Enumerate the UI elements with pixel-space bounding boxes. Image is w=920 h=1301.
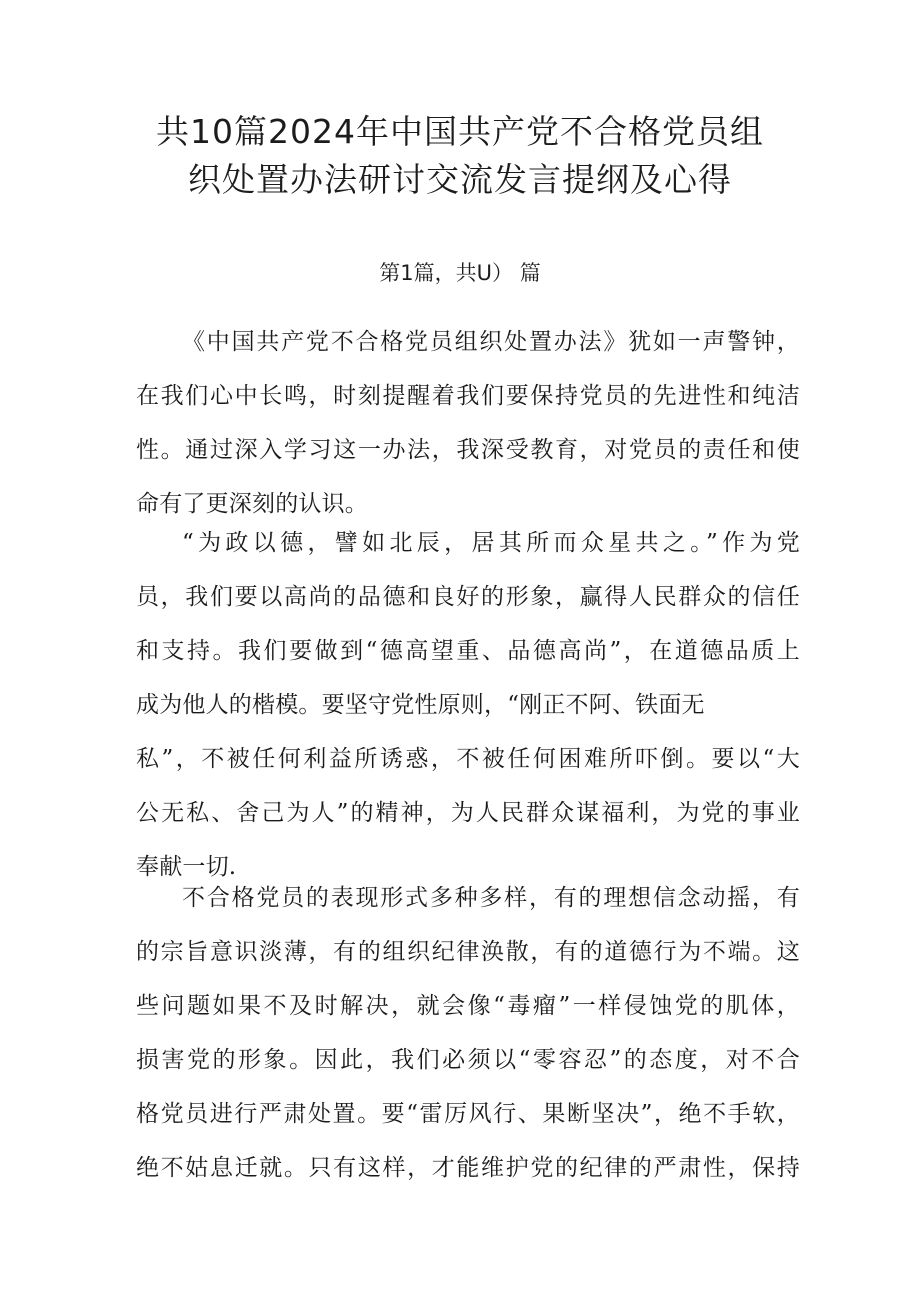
- paragraph-line: 些问题如果不及时解决，就会像“毒瘤”一样侵蚀党的肌体，: [136, 993, 800, 1019]
- paragraph-line: 的宗旨意识淡薄，有的组织纪律涣散，有的道德行为不端。这: [136, 939, 800, 965]
- paragraph-line: 员，我们要以高尚的品德和良好的形象，赢得人民群众的信任: [136, 584, 800, 610]
- paragraph-line: 损害党的形象。因此，我们必须以“零容忍”的态度，对不合: [136, 1047, 800, 1073]
- paragraph-line: 格党员进行严肃处置。要“雷厉风行、果断坚决”，绝不手软，: [136, 1101, 800, 1127]
- paragraph-3: [136, 871, 800, 1195]
- paragraph-line: “为政以德，譬如北辰，居其所而众星共之。”作为党: [182, 530, 800, 556]
- paragraph-line: 绝不姑息迁就。只有这样，才能维护党的纪律的严肃性，保持: [136, 1155, 800, 1181]
- paragraph-2: [136, 516, 800, 894]
- paragraph-line: 和支持。我们要做到“德高望重、品德高尚”，在道德品质上: [136, 638, 800, 664]
- paragraph-line: 命有了更深刻的认识。: [136, 491, 368, 517]
- paragraph-line: 成为他人的楷模。要坚守党性原则，“刚正不阿、铁面无: [136, 692, 705, 718]
- document-title-line-1: 共10篇2024年中国共产党不合格党员组: [156, 112, 764, 151]
- paragraph-line: 《中国共产党不合格党员组织处置办法》犹如一声警钟，: [182, 329, 800, 355]
- paragraph-line: 公无私、舍己为人”的精神，为人民群众谋福利，为党的事业: [136, 800, 800, 826]
- paragraph-line: 不合格党员的表现形式多种多样，有的理想信念动摇，有: [182, 885, 800, 911]
- paragraph-1: [136, 315, 800, 531]
- paragraph-line: 奉献一切.: [136, 854, 237, 880]
- paragraph-line: 性。通过深入学习这一办法，我深受教育，对党员的责任和使: [136, 437, 800, 463]
- paragraph-line: 在我们心中长鸣，时刻提醒着我们要保持党员的先进性和纯洁: [136, 383, 800, 409]
- paragraph-line: 私”，不被任何利益所诱惑，不被任何困难所吓倒。要以“大: [136, 746, 800, 772]
- section-subtitle: 第1篇，共U） 篇: [379, 261, 541, 285]
- document-title-line-2: 织处置办法研讨交流发言提纲及心得: [188, 160, 732, 199]
